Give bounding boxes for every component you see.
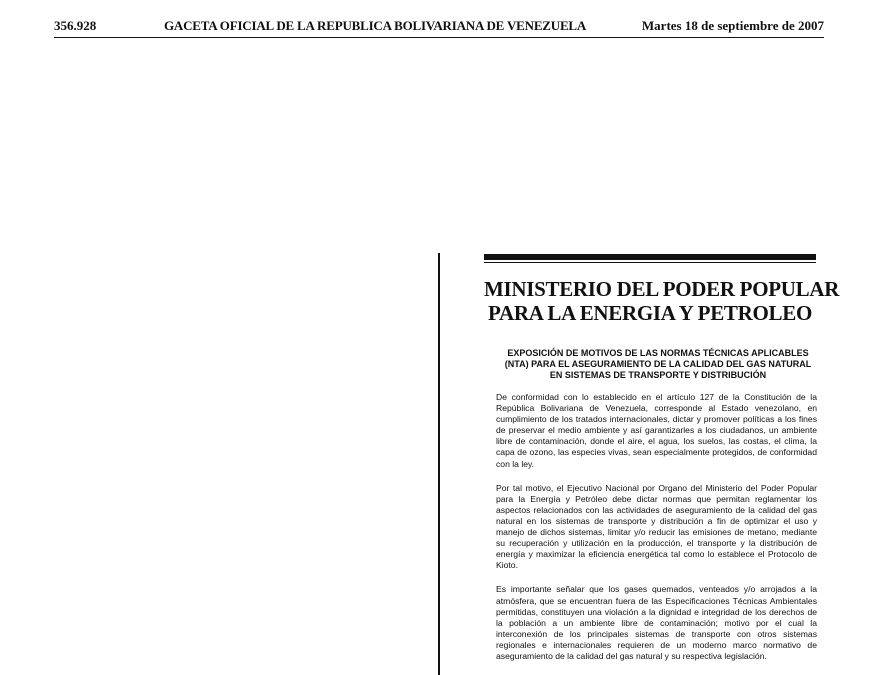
paragraph: Por tal motivo, el Ejecutivo Nacional por Organo del Ministerio del Poder Popular para la Energía y Petróleo debe dictar normas que permitan reglamentar los aspectos relacionados con las actividades de aseguramiento de la calidad del gas natural en los sistemas de transporte y distribución a fin de optimizar el uso y manejo de dichos sistemas, limitar y/o reducir las emisiones de metano, mediante su recuperación y utilización en la producción, el transporte y la distribución de energía y maximizar la eficiencia energética tal como lo establece el Protocolo de Kioto.	[496, 482, 817, 571]
ministry-heading-line-2: PARA LA ENERGIA Y PETROLEO	[488, 301, 812, 325]
paragraph: Es importante señalar que los gases quemados, venteados y/o arrojados a la atmósfera, que se encuentran fuera de las Especificaciones Técnicas Ambientales permitidas, constituyen una violación a la dignidad e integridad de los derechos de la población a un ambiente libre de contaminación; motivo por el cual la interconexión de los principales sistemas de transporte con otros sistemas regionales e internacionales requieren de un moderno marco normativo de aseguramiento de la calidad del gas natural y su respectiva legislación.	[496, 584, 817, 661]
ministry-heading	[484, 277, 840, 325]
header-divider	[54, 37, 824, 38]
section-rule-thin	[484, 262, 816, 263]
publication-title: GACETA OFICIAL DE LA REPUBLICA BOLIVARIANA DE VENEZUELA	[164, 18, 587, 33]
ministry-heading-line-1: MINISTERIO DEL PODER POPULAR	[484, 277, 840, 301]
section-rule-thick	[484, 254, 816, 260]
paragraph: De conformidad con lo establecido en el artículo 127 de la Constitución de la República Bolivariana de Venezuela, corresponde al Estado venezolano, en cumplimiento de los tratados internacionales, dictar y promover políticas a los fines de preservar el medio ambiente y así garantizarles a los ciudadanos, un ambiente libre de contaminación, donde el aire, el agua, los suelos, las costas, el clima, la capa de ozono, las especies vivas, sean especialmente protegidos, de conformidad con la ley.	[496, 392, 817, 469]
page-header	[54, 12, 824, 36]
page-number: 356.928	[54, 18, 97, 33]
column-divider	[438, 253, 440, 675]
document-body	[496, 392, 817, 675]
publication-date: Martes 18 de septiembre de 2007	[641, 18, 824, 33]
document-title: EXPOSICIÓN DE MOTIVOS DE LAS NORMAS TÉCNICAS APLICABLES (NTA) PARA EL ASEGURAMIENTO DE LA CALIDAD DEL GAS NATURAL EN SISTEMAS DE TRANSPORTE Y DISTRIBUCIÓN	[504, 348, 812, 380]
